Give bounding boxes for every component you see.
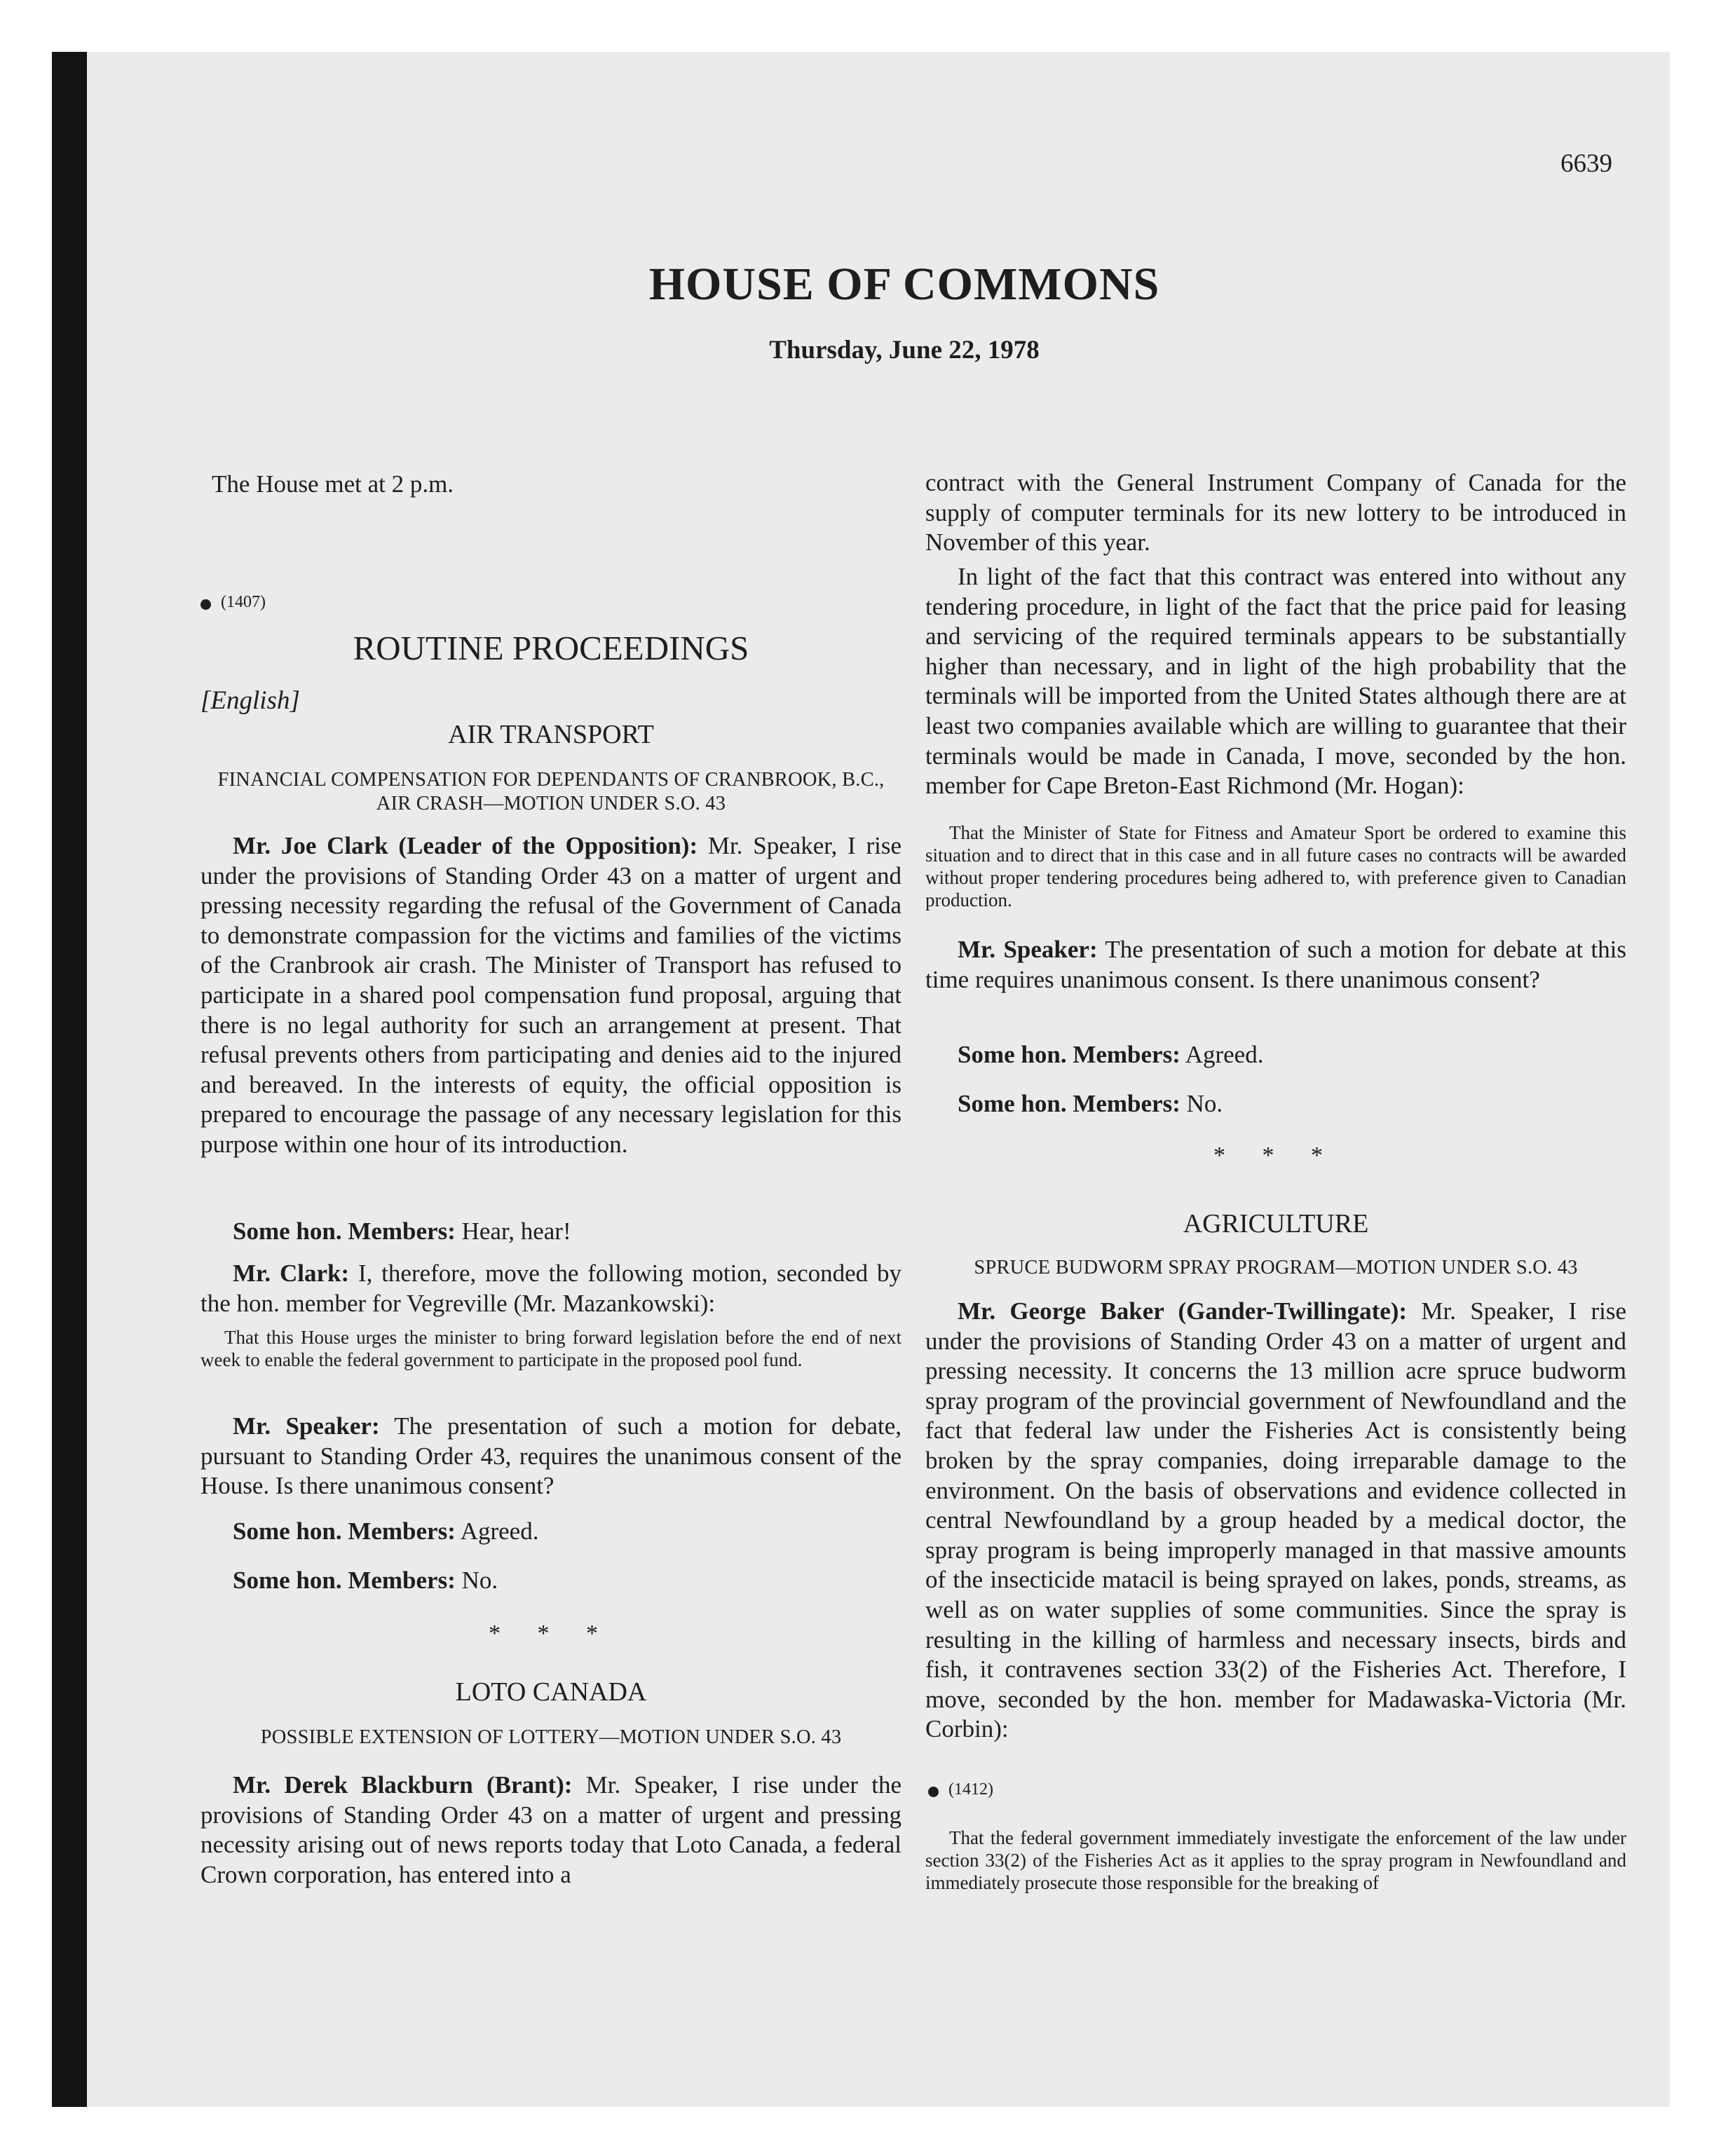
section-heading: ROUTINE PROCEEDINGS xyxy=(353,629,749,667)
speech-text: Hear, hear! xyxy=(455,1217,571,1245)
speech-text: No. xyxy=(455,1567,498,1594)
speech-paragraph: In light of the fact that this contract was entered into without any tendering procedure, in light of the fact that the price paid for leasing and servicing of the required terminals appears to be substantially higher than necessary, and in light of the high probability that the terminals will be imported from the United States although there are at least two companies available which are willing to guarantee that their terminals would be made in Canada, I move, seconded by the hon. member for Cape Breton-East Richmond (Mr. Hogan): xyxy=(925,563,1626,800)
speech-paragraph xyxy=(925,1297,1626,1745)
speaker-name: Mr. George Baker (Gander-Twillingate): xyxy=(958,1297,1408,1325)
subject-heading: SPRUCE BUDWORM SPRAY PROGRAM—MOTION UNDER S.O. 43 xyxy=(974,1257,1578,1278)
page-title: HOUSE OF COMMONS xyxy=(648,259,1160,310)
page-number: 6639 xyxy=(1560,149,1612,178)
speech-paragraph xyxy=(200,1259,901,1318)
speech-text: Agreed. xyxy=(1180,1041,1264,1068)
speech-paragraph xyxy=(925,935,1626,995)
binding-edge xyxy=(52,52,87,2107)
speech-paragraph xyxy=(925,1089,1626,1119)
speech-text: Mr. Speaker, I rise under the provisions of Standing Order 43 on a matter of urgent and pressing necessity. It concerns the 13 million acre spruce budworm spray program of the provincial government of Newfoundland and the fact that federal law under the Fisheries Act is consistently being broken by the spray companies, doing irreparable damage to the environment. On the basis of observations and evidence collected in central Newfoundland by a group headed by a medical doctor, the spray program is being improperly managed in that massive amounts of the insecticide matacil is being sprayed on lakes, ponds, streams, as well as on water supplies of some communities. Since the spray is resulting in the killing of harmless and necessary insects, birds and fish, it contravenes section 33(2) of the Fisheries Act. Therefore, I move, seconded by the hon. member for Madawaska-Victoria (Mr. Corbin): xyxy=(925,1297,1626,1743)
subject-heading: POSSIBLE EXTENSION OF LOTTERY—MOTION UNDER S.O. 43 xyxy=(260,1726,842,1748)
section-separator: * * * xyxy=(1213,1142,1338,1168)
speech-text: The presentation of such a motion for debate at this time requires unanimous consent. Is there unanimous consent? xyxy=(925,936,1626,993)
speaker-name: Mr. Speaker: xyxy=(958,936,1098,963)
bullet-icon xyxy=(928,1787,939,1797)
speech-text: Mr. Speaker, I rise under the provisions of Standing Order 43 on a matter of urgent and pressing necessity arising out of news reports today that Loto Canada, a federal Crown corporation, has entered into a xyxy=(200,1771,901,1888)
motion-text: That the federal government immediately investigate the enforcement of the law under section 33(2) of the Fisheries Act as it applies to the spray program in Newfoundland and immediately prosecute those responsible for the breaking of xyxy=(925,1827,1626,1893)
timestamp-label: (1412) xyxy=(948,1780,993,1799)
subject-heading: FINANCIAL COMPENSATION FOR DEPENDANTS OF CRANBROOK, B.C., AIR CRASH—MOTION UNDER S.O. 43 xyxy=(217,769,885,814)
rubric-heading: AIR TRANSPORT xyxy=(448,720,654,749)
timestamp-marker xyxy=(200,593,901,612)
speech-text: Mr. Speaker, I rise under the provisions of Standing Order 43 on a matter of urgent and pressing necessity regarding the refusal of the Government of Canada to demonstrate compassion for the victims and families of the victims of the Cranbrook air crash. The Minister of Transport has refused to participate in a shared pool compensation fund proposal, arguing that there is no legal authority for such an arrangement at present. That refusal prevents others from participating and denies aid to the injured and bereaved. In the interests of equity, the official opposition is prepared to encourage the passage of any necessary legislation for this purpose within one hour of its introduction. xyxy=(200,832,902,1158)
section-separator: * * * xyxy=(489,1621,613,1646)
speech-paragraph xyxy=(200,1517,901,1547)
speaker-name: Some hon. Members: xyxy=(233,1217,456,1245)
timestamp-label: (1407) xyxy=(221,593,266,611)
speech-paragraph xyxy=(200,1412,901,1501)
speech-text: I, therefore, move the following motion, seconded by the hon. member for Vegreville (Mr. Mazankowski): xyxy=(200,1260,902,1317)
bullet-icon xyxy=(200,599,211,610)
speech-paragraph xyxy=(200,1217,901,1247)
speech-paragraph xyxy=(200,831,901,1160)
speaker-name: Mr. Derek Blackburn (Brant): xyxy=(233,1771,573,1799)
speech-text: Agreed. xyxy=(455,1517,539,1545)
timestamp-marker xyxy=(928,1780,1629,1799)
rubric-heading: AGRICULTURE xyxy=(1183,1209,1369,1239)
house-met-line: The House met at 2 p.m. xyxy=(212,470,454,498)
speaker-name: Some hon. Members: xyxy=(958,1041,1181,1068)
sitting-date: Thursday, June 22, 1978 xyxy=(769,336,1040,364)
speech-paragraph xyxy=(925,1040,1626,1070)
language-marker: [English] xyxy=(200,686,300,715)
speaker-name: Some hon. Members: xyxy=(233,1567,456,1594)
speech-paragraph xyxy=(200,1770,901,1890)
speaker-name: Mr. Clark: xyxy=(233,1260,350,1287)
speech-paragraph xyxy=(200,1566,901,1596)
speaker-name: Mr. Joe Clark (Leader of the Opposition): xyxy=(233,832,698,859)
motion-text: That this House urges the minister to bring forward legislation before the end of next week to enable the federal government to participate in the proposed pool fund. xyxy=(200,1327,901,1370)
speaker-name: Some hon. Members: xyxy=(233,1517,456,1545)
speech-paragraph: contract with the General Instrument Company of Canada for the supply of computer terminals for its new lottery to be introduced in November of this year. xyxy=(925,469,1626,557)
rubric-heading: LOTO CANADA xyxy=(455,1677,647,1707)
speech-text: The presentation of such a motion for debate, pursuant to Standing Order 43, requires the unanimous consent of the House. Is there unanimous consent? xyxy=(200,1412,901,1500)
speaker-name: Some hon. Members: xyxy=(958,1090,1181,1117)
speech-text: No. xyxy=(1180,1090,1223,1117)
speaker-name: Mr. Speaker: xyxy=(233,1412,380,1440)
motion-text: That the Minister of State for Fitness and Amateur Sport be ordered to examine this situation and to direct that in this case and in all future cases no contracts will be awarded without proper tendering procedures being adhered to, with preference given to Canadian production. xyxy=(925,822,1626,910)
